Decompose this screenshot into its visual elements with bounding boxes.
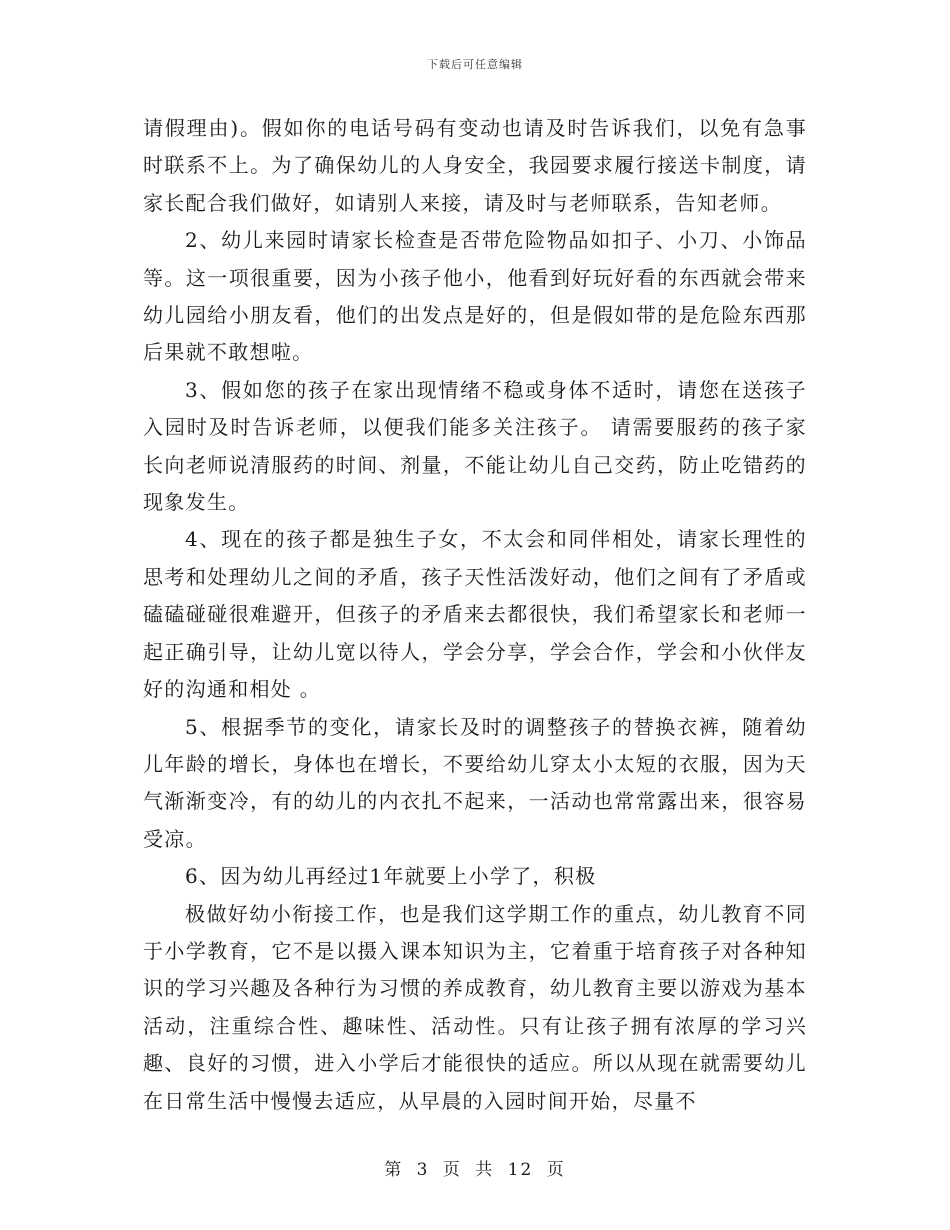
paragraph-item-3: 3、假如您的孩子在家出现情绪不稳或身体不适时，请您在送孩子入园时及时告诉老师，以便我们能多关注孩子。 请需要服药的孩子家长向老师说清服药的时间、剂量，不能让幼儿自己交药，防止吃错药的现象发生。 (143, 377, 807, 515)
paragraph-item-4: 4、现在的孩子都是独生子女，不太会和同伴相处，请家长理性的思考和处理幼儿之间的矛盾，孩子天性活泼好动，他们之间有了矛盾或磕磕碰碰很难避开，但孩子的矛盾来去都很快，我们希望家长和老师一起正确引导，让幼儿宽以待人，学会分享，学会合作，学会和小伙伴友好的沟通和相处 。 (143, 527, 807, 702)
paragraph-item-5: 5、根据季节的变化，请家长及时的调整孩子的替换衣裤，随着幼儿年龄的增长，身体也在增长，不要给幼儿穿太小太短的衣服，因为天气渐渐变冷，有的幼儿的内衣扎不起来，一活动也常常露出来，很容易受凉。 (143, 714, 807, 851)
paragraph-item-6: 6、因为幼儿再经过1年就要上小学了，积极 (185, 864, 597, 889)
paragraph-item-2: 2、幼儿来园时请家长检查是否带危险物品如扣子、小刀、小饰品等。这一项很重要，因为小孩子他小，他看到好玩好看的东西就会带来幼儿园给小朋友看，他们的出发点是好的，但是假如带的是危险东西那后果就不敢想啦。 (143, 228, 807, 365)
page-number-footer: 第 3 页 共 12 页 (384, 1160, 566, 1180)
paragraph-continuation: 请假理由)。假如你的电话号码有变动也请及时告诉我们，以免有急事时联系不上。为了确保幼儿的人身安全，我园要求履行接送卡制度，请家长配合我们做好，如请别人来接，请及时与老师联系，告知老师。 (143, 116, 807, 215)
page-header-note: 下载后可任意编辑 (427, 58, 523, 71)
paragraph-item-6-continued: 极做好幼小衔接工作，也是我们这学期工作的重点，幼儿教育不同于小学教育，它不是以摄入课本知识为主，它着重于培育孩子对各种知识的学习兴趣及各种行为习惯的养成教育，幼儿教育主要以游戏为基本活动，注重综合性、趣味性、活动性。只有让孩子拥有浓厚的学习兴趣、良好的习惯，进入小学后才能很快的适应。所以从现在就需要幼儿在日常生活中慢慢去适应，从早晨的入园时间开始，尽量不 (143, 901, 807, 1113)
document-body (143, 110, 807, 1120)
